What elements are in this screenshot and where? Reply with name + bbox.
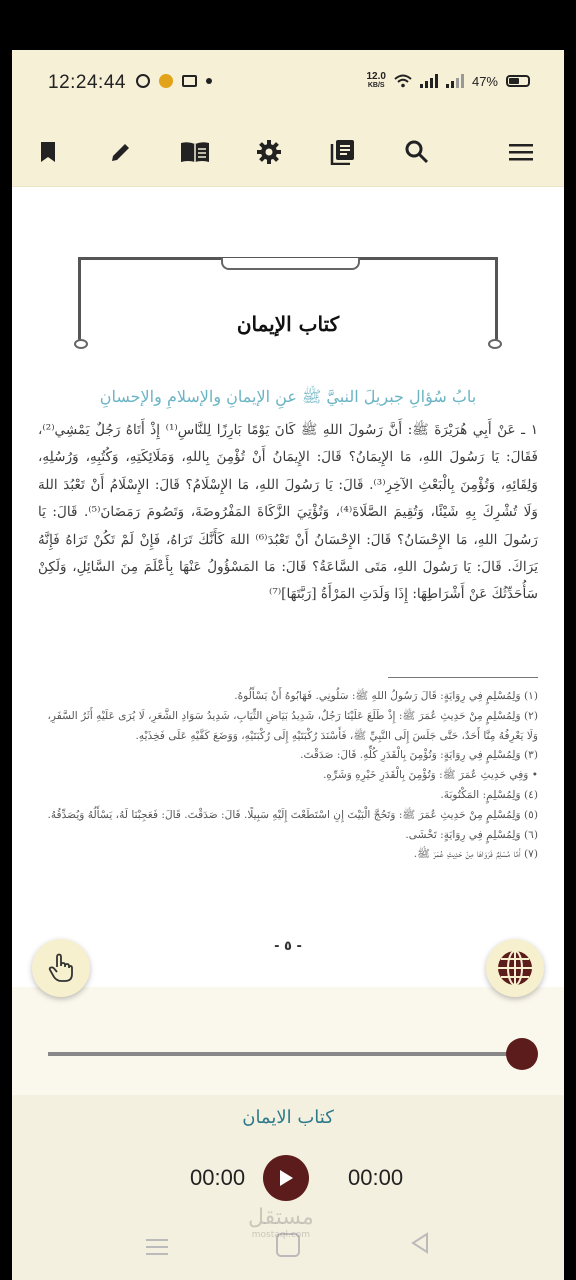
audio-title: كتاب الايمان [242, 1107, 334, 1128]
play-button[interactable] [263, 1155, 309, 1201]
watermark [248, 1205, 314, 1240]
footnote: (٧) أَمَّا مُسْلِمٌ فَرَوَاهَا مِنْ حَدِيثِ عُمَرَ ﷺ. [413, 848, 538, 861]
book-page[interactable] [12, 187, 564, 987]
status-right [367, 72, 531, 90]
recent-apps-icon[interactable] [146, 1234, 168, 1260]
audio-seek-thumb[interactable] [506, 1038, 538, 1070]
frame-ornament [221, 258, 360, 270]
footnote: (٤) وَلِمُسْلِمٍ: المَكْتُوبَةَ. [440, 788, 538, 801]
book-title: كتاب الإيمان [236, 312, 340, 336]
network-speed-unit: KB/S [367, 82, 385, 89]
back-icon[interactable] [410, 1232, 430, 1258]
title-frame [78, 257, 498, 345]
page-number: - ٥ - [274, 939, 302, 954]
status-time: 12:24:44 [48, 72, 126, 93]
audio-seek-track[interactable] [48, 1052, 522, 1056]
footnote: (٥) وَلِمُسْلِمٍ مِنْ حَدِيثِ عُمَرَ ﷺ: وَتَحُجَّ الْبَيْتَ إِنِ اسْتَطَعْتَ إِلَيْهِ سَبِيلًا. قَالَ: صَدَقْتَ. قَالَ: فَعَجِبْنَا لَهُ، يَسْأَلُهُ وَيُصَدِّقُهُ. [47, 808, 538, 821]
whatsapp-icon [136, 74, 150, 88]
settings-icon[interactable] [248, 131, 290, 173]
camera-icon [182, 75, 197, 87]
play-icon [278, 1169, 294, 1187]
toolbar [12, 118, 564, 187]
footnote: (٢) وَلِمُسْلِمٍ مِنْ حَدِيثِ عُمَرَ ﷺ: إِذْ طَلَعَ عَلَيْنَا رَجُلٌ، شَدِيدُ بَيَاضِ الثِّيَابِ، شَدِيدُ سَوَادِ الشَّعَرِ، لَا يُرَى عَلَيْهِ أَثَرُ السَّفَرِ، وَلَا يَعْرِفُهُ مِنَّا أَحَدٌ، حَتَّى جَلَسَ إِلَى النَّبِيِّ ﷺ، فَأَسْنَدَ رُكْبَتَيْهِ إِلَى رُكْبَتَيْهِ، وَوَضَعَ كَفَّيْهِ عَلَى فَخِذَيْهِ. [47, 709, 538, 742]
globe-icon [497, 950, 533, 986]
app-notification-icon [159, 74, 173, 88]
footnote-separator [388, 677, 538, 678]
battery-icon [506, 75, 530, 87]
footnote: • وَفِي حَدِيثِ عُمَرَ ﷺ: وَتُؤْمِنَ بِالْقَدَرِ خَيْرِهِ وَشَرِّهِ. [323, 769, 538, 782]
wifi-icon [394, 74, 412, 88]
network-speed-value: 12.0 [366, 71, 386, 82]
audio-elapsed: 00:00 [190, 1165, 246, 1190]
notes-icon[interactable] [322, 131, 364, 173]
touch-hand-icon [48, 953, 74, 983]
footnotes [38, 687, 538, 865]
watermark-sub: mostaql.com [251, 1230, 311, 1240]
footnote: (١) وَلِمُسْلِمٍ فِي رِوَايَةٍ: قَالَ رَسُولُ اللهِ ﷺ: سَلُونِي. فَهَابُوهُ أَنْ يَسْأَلُوهُ. [234, 690, 538, 702]
signal-icon [420, 74, 438, 88]
status-bar [12, 50, 564, 118]
edit-icon[interactable] [100, 131, 142, 173]
language-button[interactable] [486, 939, 544, 997]
network-speed [367, 72, 386, 90]
more-notifications-dot-icon [206, 78, 212, 84]
audio-duration: 00:00 [348, 1165, 404, 1190]
notification-icons [136, 74, 212, 88]
bookmark-icon[interactable] [27, 131, 69, 173]
touch-mode-button[interactable] [32, 939, 90, 997]
chapter-heading: بابُ سُؤالِ جبريلَ النبيَّ ﷺ عنِ الإيمانِ والإسلامِ والإحسانِ [99, 387, 477, 406]
footnote: (٣) وَلِمُسْلِمٍ فِي رِوَايَةٍ: وَتُؤْمِنَ بِالْقَدَرِ كُلِّهِ. قَالَ: صَدَقْتَ. [300, 749, 538, 762]
book-icon[interactable] [174, 131, 216, 173]
search-icon[interactable] [396, 131, 438, 173]
watermark-text: مستقل [248, 1205, 314, 1230]
app-screen [12, 50, 564, 1280]
battery-percent: 47% [471, 73, 498, 89]
footnote: (٦) وَلِمُسْلِمٍ فِي رِوَايَةٍ: تَخْشَى. [405, 828, 538, 841]
signal-2-icon [446, 74, 464, 88]
hadith-text: ١ ـ عَنْ أَبِي هُرَيْرَةَ ﷺ: أَنَّ رَسُولَ اللهِ ﷺ كَانَ يَوْمًا بَارِزًا لِلنَّاسِ⁽¹⁾ إِذْ أَتَاهُ رَجُلٌ يَمْشِي⁽²⁾، فَقَالَ: يَا رَسُولَ اللهِ، مَا الإِيمَانُ؟ قَالَ: الإِيمَانُ أَنْ تُؤْمِنَ بِاللهِ، وَمَلَائِكَتِهِ، وَكُتُبِهِ، وَرُسُلِهِ، وَلِقَائِهِ، وَتُؤْمِنَ بِالْبَعْثِ الآخِرِ⁽³⁾. قَالَ: يَا رَسُولَ اللهِ، مَا الإِسْلَامُ؟ قَالَ: الإِسْلَامُ أَنْ تَعْبُدَ اللهَ وَلَا تُشْرِكَ بِهِ شَيْئًا، وَتُقِيمَ الصَّلَاةَ⁽⁴⁾، وَتُؤْتِيَ الزَّكَاةَ المَفْرُوضَةَ، وَتَصُومَ رَمَضَانَ⁽⁵⁾. قَالَ: يَا رَسُولَ اللهِ، مَا الإِحْسَانُ؟ قَالَ: الإِحْسَانُ أَنْ تَعْبُدَ⁽⁶⁾ اللهَ كَأَنَّكَ تَرَاهُ، فَإِنْ لَمْ تَكُنْ تَرَاهُ فَإِنَّهُ يَرَاكَ. قَالَ: يَا رَسُولَ اللهِ، مَتَى السَّاعَةُ؟ قَالَ: مَا المَسْؤُولُ عَنْهَا بِأَعْلَمَ مِنَ السَّائِلِ، وَلَكِنْ سَأُحَدِّثُكَ عَنْ أَشْرَاطِهَا: إِذَا وَلَدَتِ المَرْأَةُ [رَبَّتَهَا]⁽⁷⁾ [38, 422, 538, 603]
menu-icon[interactable] [500, 131, 542, 173]
